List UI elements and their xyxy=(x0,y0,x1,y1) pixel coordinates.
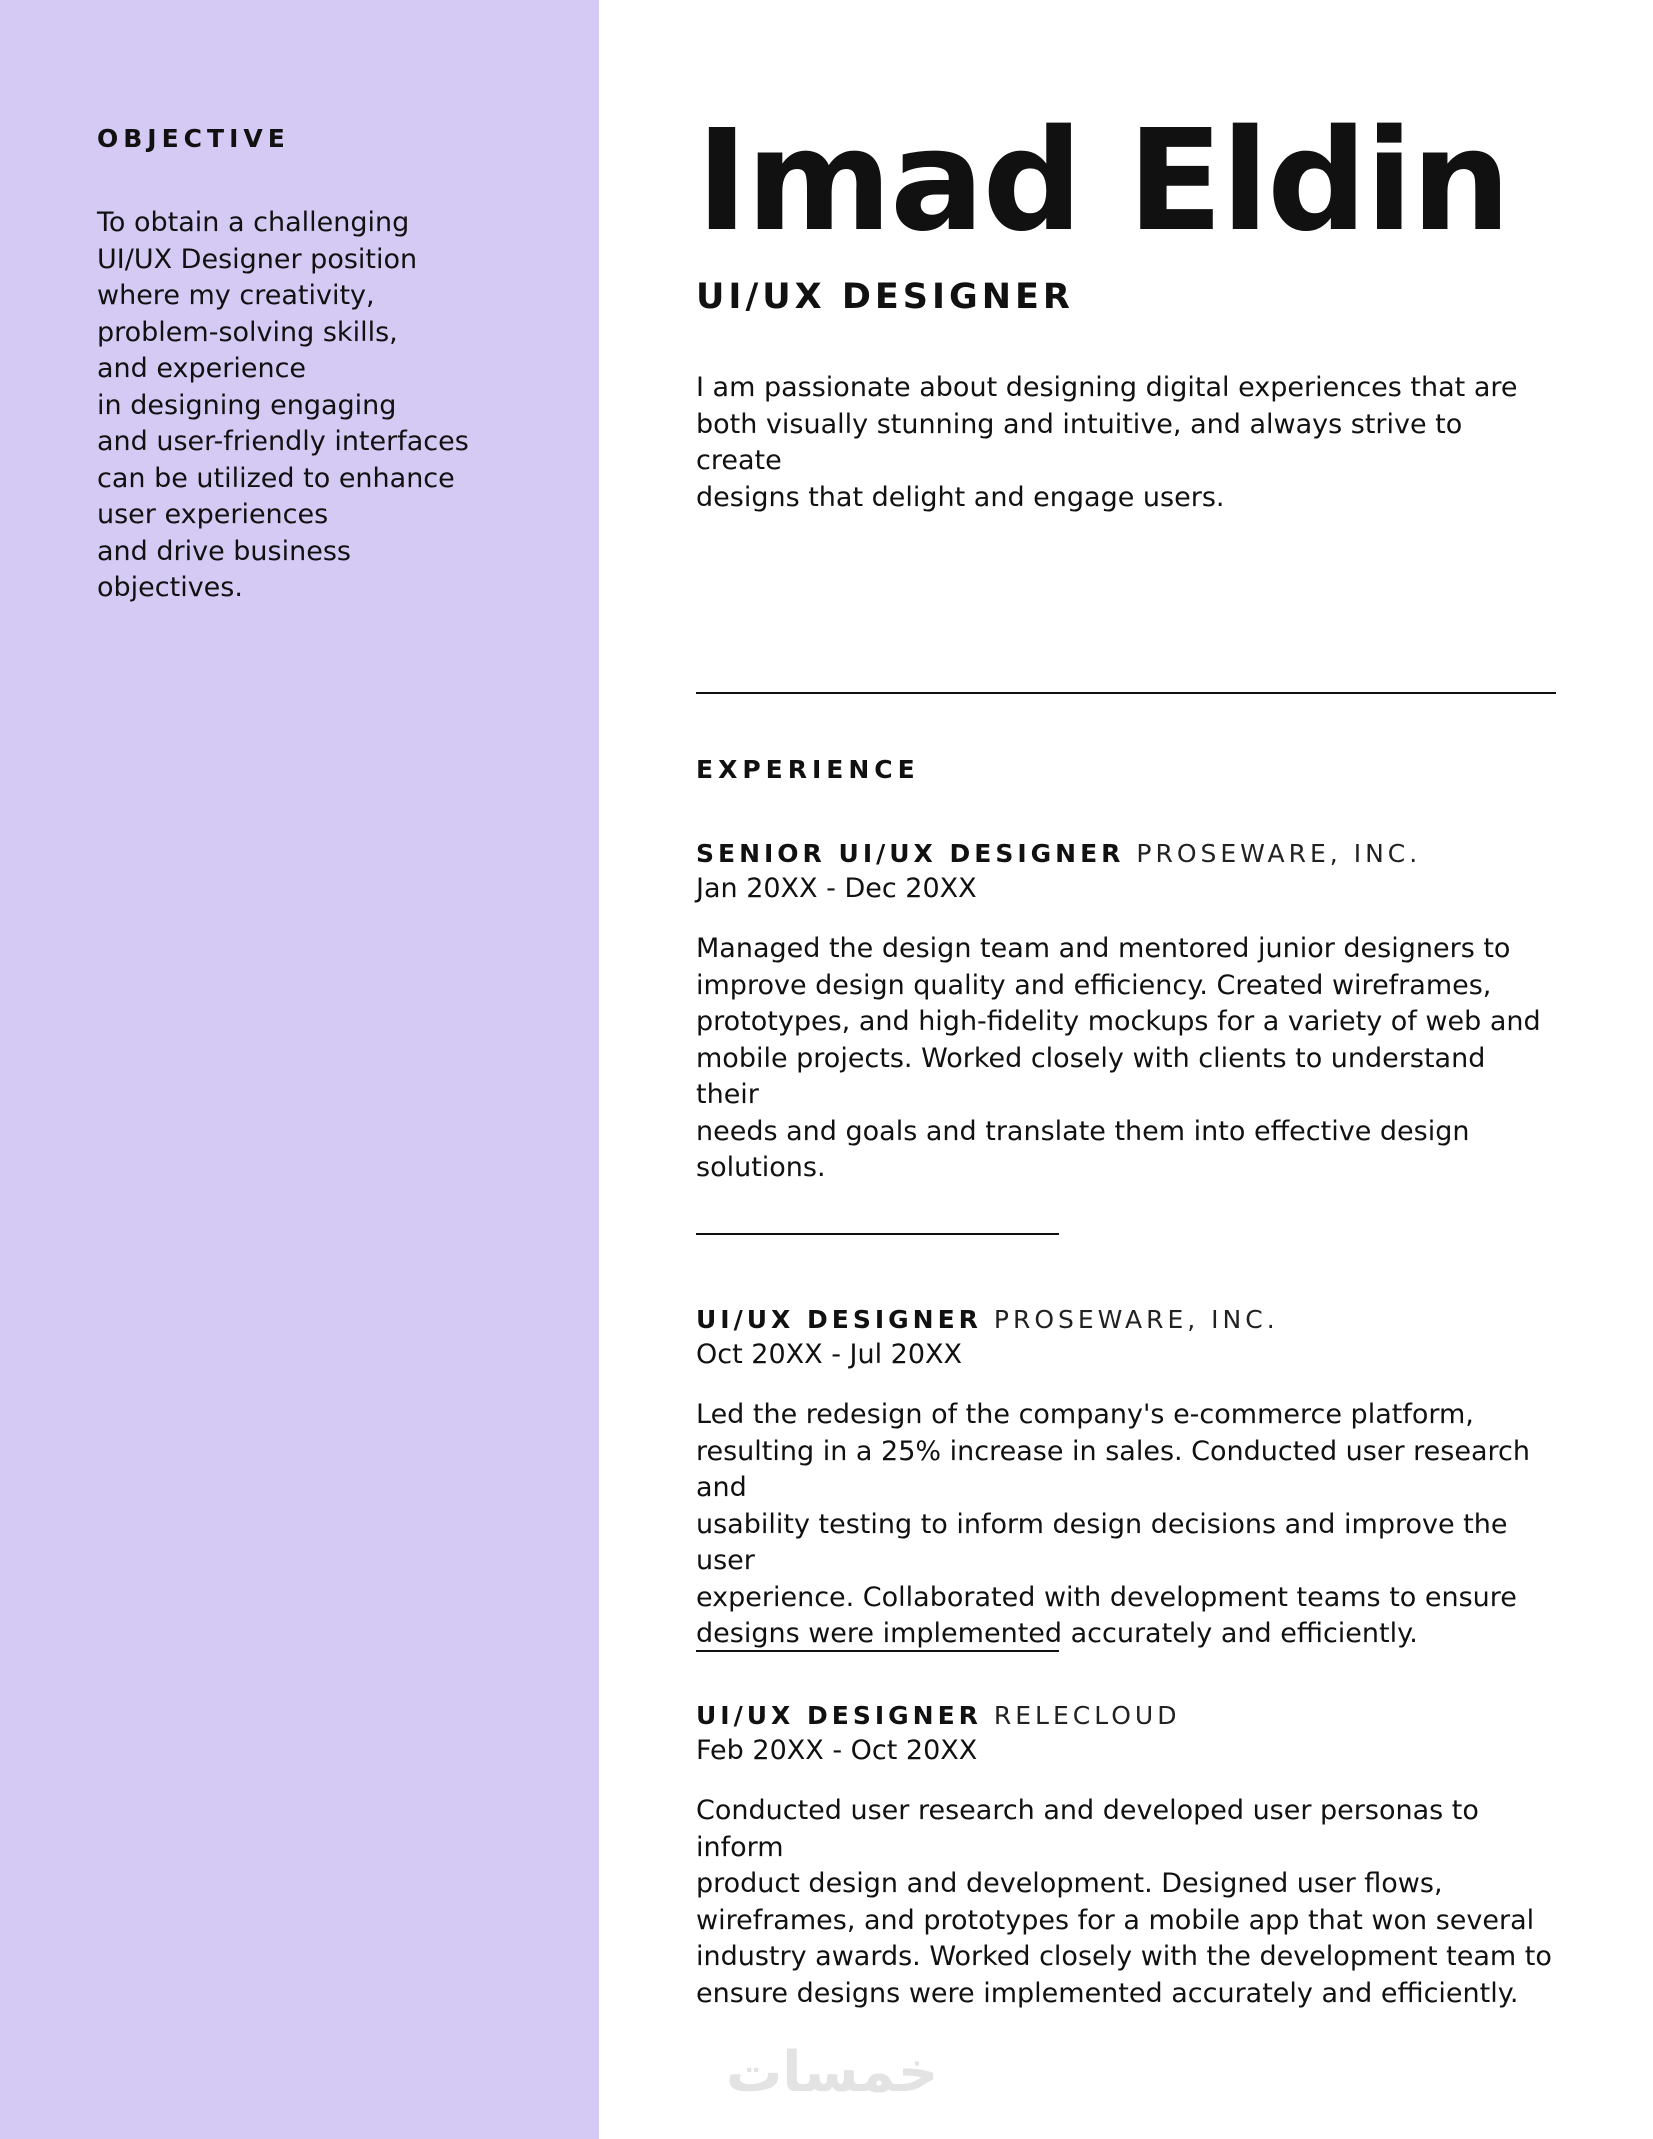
job-company: PROSEWARE, INC. xyxy=(1136,839,1422,868)
job-dates: Feb 20XX - Oct 20XX xyxy=(696,1735,978,1766)
candidate-name: Imad Eldin xyxy=(696,100,1509,263)
job-title-line xyxy=(696,1303,1556,1337)
job-description: Conducted user research and developed user personas to inform product design and development. Designed user flows, wireframes, and prototypes for a mobile app that won several industry awards. Worked closely with the development team to ensure designs were implemented accurately and efficiently. xyxy=(696,1795,1552,2009)
profile-summary: I am passionate about designing digital experiences that are both visually stunning and intuitive, and always strive to create designs that delight and engage users. xyxy=(696,372,1518,513)
job-dates: Oct 20XX - Jul 20XX xyxy=(696,1339,963,1370)
job-company: PROSEWARE, INC. xyxy=(993,1305,1279,1334)
job-dates: Jan 20XX - Dec 20XX xyxy=(696,873,977,904)
experience-item xyxy=(696,1699,1556,2012)
job-title-line xyxy=(696,1699,1556,1733)
job-divider xyxy=(696,1650,1059,1652)
job-description: Led the redesign of the company's e-commerce platform, resulting in a 25% increase in sales. Conducted user research and usability testing to inform design decisions and improve the user experience. Collaborated with development teams to ensure designs were implemented accurately and efficiently. xyxy=(696,1399,1530,1649)
experience-item xyxy=(696,1303,1556,1653)
objective-text: To obtain a challenging UI/UX Designer position where my creativity, problem-solving skills, and experience in designing engaging and user-friendly interfaces can be utilized to enhance user experiences and drive business objectives. xyxy=(97,207,469,603)
objective-heading: OBJECTIVE xyxy=(97,124,290,153)
job-description: Managed the design team and mentored junior designers to improve design quality and efficiency. Created wireframes, prototypes, and high-fidelity mockups for a variety of web and mobile projects. Worked closely with clients to understand their needs and goals and translate them into effective design solutions. xyxy=(696,933,1541,1183)
section-divider xyxy=(696,692,1556,694)
experience-item xyxy=(696,837,1556,1187)
job-divider xyxy=(696,1233,1059,1235)
watermark-logo: خمسات xyxy=(726,2040,939,2105)
job-title-line xyxy=(696,837,1556,871)
job-title: UI/UX DESIGNER xyxy=(696,1701,982,1730)
experience-heading: EXPERIENCE xyxy=(696,755,920,784)
job-title: UI/UX DESIGNER xyxy=(696,1305,982,1334)
candidate-role: UI/UX DESIGNER xyxy=(696,277,1074,317)
job-company: RELECLOUD xyxy=(993,1701,1181,1730)
job-title: SENIOR UI/UX DESIGNER xyxy=(696,839,1125,868)
sidebar xyxy=(0,0,599,2139)
